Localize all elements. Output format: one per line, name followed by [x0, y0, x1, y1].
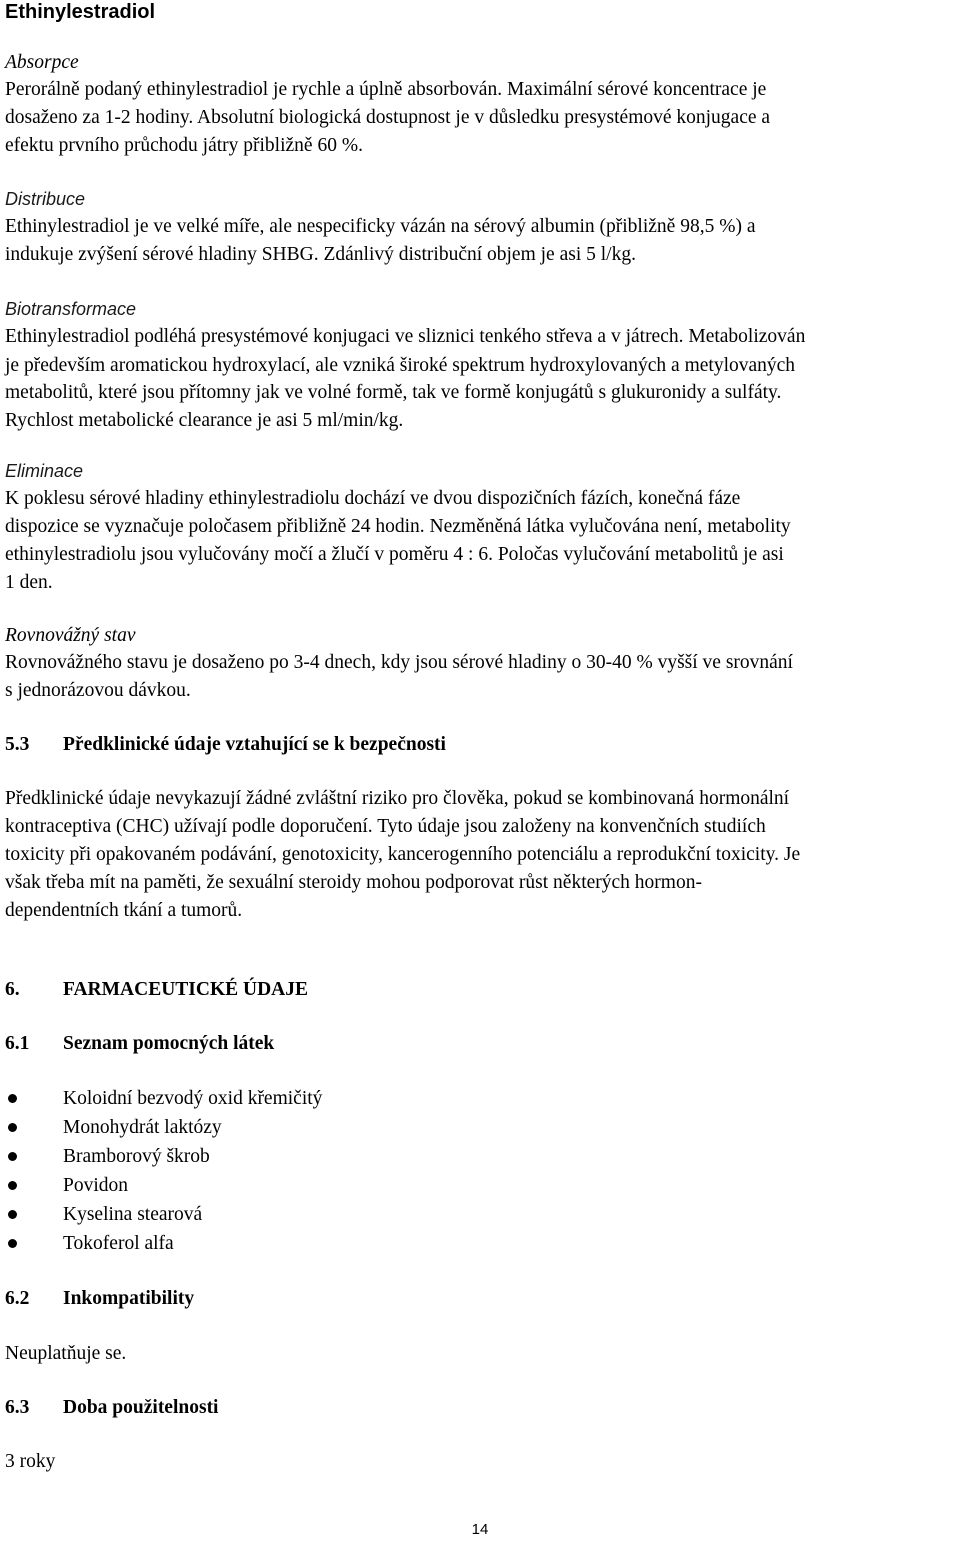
list-item: Tokoferol alfa: [63, 1233, 174, 1254]
bullet-icon: [8, 1152, 17, 1161]
paragraph-line: Perorálně podaný ethinylestradiol je rychle a úplně absorbován. Maximální sérové koncentrace je: [5, 79, 767, 100]
paragraph-line: Rovnovážného stavu je dosaženo po 3-4 dnech, kdy jsou sérové hladiny o 30-40 % vyšší ve srovnání: [5, 652, 793, 673]
paragraph-line: Předklinické údaje nevykazují žádné zvláštní riziko pro člověka, pokud se kombinovaná hormonální: [5, 788, 790, 809]
subheading-biotransformace: Biotransformace: [5, 299, 137, 319]
paragraph-line: je především aromatickou hydroxylací, ale vzniká široké spektrum hydroxylovaných a metylovaných: [5, 355, 796, 376]
bullet-icon: [8, 1239, 17, 1248]
paragraph-line: ethinylestradiolu jsou vylučovány močí a žlučí v poměru 4 : 6. Poločas vylučování metabolitů je asi: [5, 544, 784, 565]
paragraph-line: 1 den.: [5, 572, 53, 593]
paragraph-line: Neuplatňuje se.: [5, 1343, 127, 1364]
paragraph-line: toxicity při opakovaném podávání, genotoxicity, kancerogenního potenciálu a reprodukční toxicity. Je: [5, 844, 801, 865]
paragraph-line: Rychlost metabolické clearance je asi 5 ml/min/kg.: [5, 410, 404, 431]
section-number: 6.2: [5, 1288, 30, 1309]
paragraph-line: dosaženo za 1-2 hodiny. Absolutní biologická dostupnost je v důsledku presystémové konjugace a: [5, 107, 771, 128]
subheading-distribuce: Distribuce: [5, 189, 86, 209]
bullet-icon: [8, 1123, 17, 1132]
list-item: Monohydrát laktózy: [63, 1117, 222, 1138]
section-title: Inkompatibility: [63, 1288, 195, 1309]
list-item: Bramborový škrob: [63, 1146, 210, 1167]
bullet-icon: [8, 1210, 17, 1219]
section-title: Seznam pomocných látek: [63, 1033, 275, 1054]
section-heading-ethinylestradiol: Ethinylestradiol: [5, 1, 156, 23]
list-item: Povidon: [63, 1175, 129, 1196]
page-number: 14: [471, 1521, 489, 1538]
section-title: FARMACEUTICKÉ ÚDAJE: [63, 979, 309, 1000]
list-item: Kyselina stearová: [63, 1204, 203, 1225]
subheading-rovnovazny-stav: Rovnovážný stav: [5, 625, 136, 646]
paragraph-line: však třeba mít na paměti, že sexuální steroidy mohou podporovat růst některých hormon-: [5, 872, 702, 893]
paragraph-line: efektu prvního průchodu játry přibližně 60 %.: [5, 135, 363, 156]
section-number: 6.1: [5, 1033, 30, 1054]
bullet-icon: [8, 1094, 17, 1103]
section-title: Předklinické údaje vztahující se k bezpečnosti: [63, 734, 446, 755]
paragraph-line: dispozice se vyznačuje poločasem přibližně 24 hodin. Nezměněná látka vylučována není, metabolity: [5, 516, 791, 537]
paragraph-line: metabolitů, které jsou přítomny jak ve volné formě, tak ve formě konjugátů s glukuronidy a sulfáty.: [5, 382, 782, 403]
section-number: 5.3: [5, 734, 30, 755]
section-title: Doba použitelnosti: [63, 1397, 219, 1418]
subheading-eliminace: Eliminace: [5, 461, 84, 481]
paragraph-line: indukuje zvýšení sérové hladiny SHBG. Zdánlivý distribuční objem je asi 5 l/kg.: [5, 244, 636, 265]
paragraph-line: 3 roky: [5, 1451, 56, 1472]
section-number: 6.3: [5, 1397, 30, 1418]
paragraph-line: Ethinylestradiol je ve velké míře, ale nespecificky vázán na sérový albumin (přibližně 98,5 %) a: [5, 216, 756, 237]
list-item: Koloidní bezvodý oxid křemičitý: [63, 1088, 323, 1109]
subheading-absorpce: Absorpce: [5, 52, 79, 73]
paragraph-line: kontraceptiva (CHC) užívají podle doporučení. Tyto údaje jsou založeny na konvenčních studiích: [5, 816, 766, 837]
section-number: 6.: [5, 979, 20, 1000]
paragraph-line: dependentních tkání a tumorů.: [5, 900, 243, 921]
paragraph-line: s jednorázovou dávkou.: [5, 680, 191, 701]
paragraph-line: K poklesu sérové hladiny ethinylestradiolu dochází ve dvou dispozičních fázích, konečná fáze: [5, 488, 741, 509]
bullet-icon: [8, 1181, 17, 1190]
paragraph-line: Ethinylestradiol podléhá presystémové konjugaci ve sliznici tenkého střeva a v játrech. Metabolizován: [5, 326, 806, 347]
